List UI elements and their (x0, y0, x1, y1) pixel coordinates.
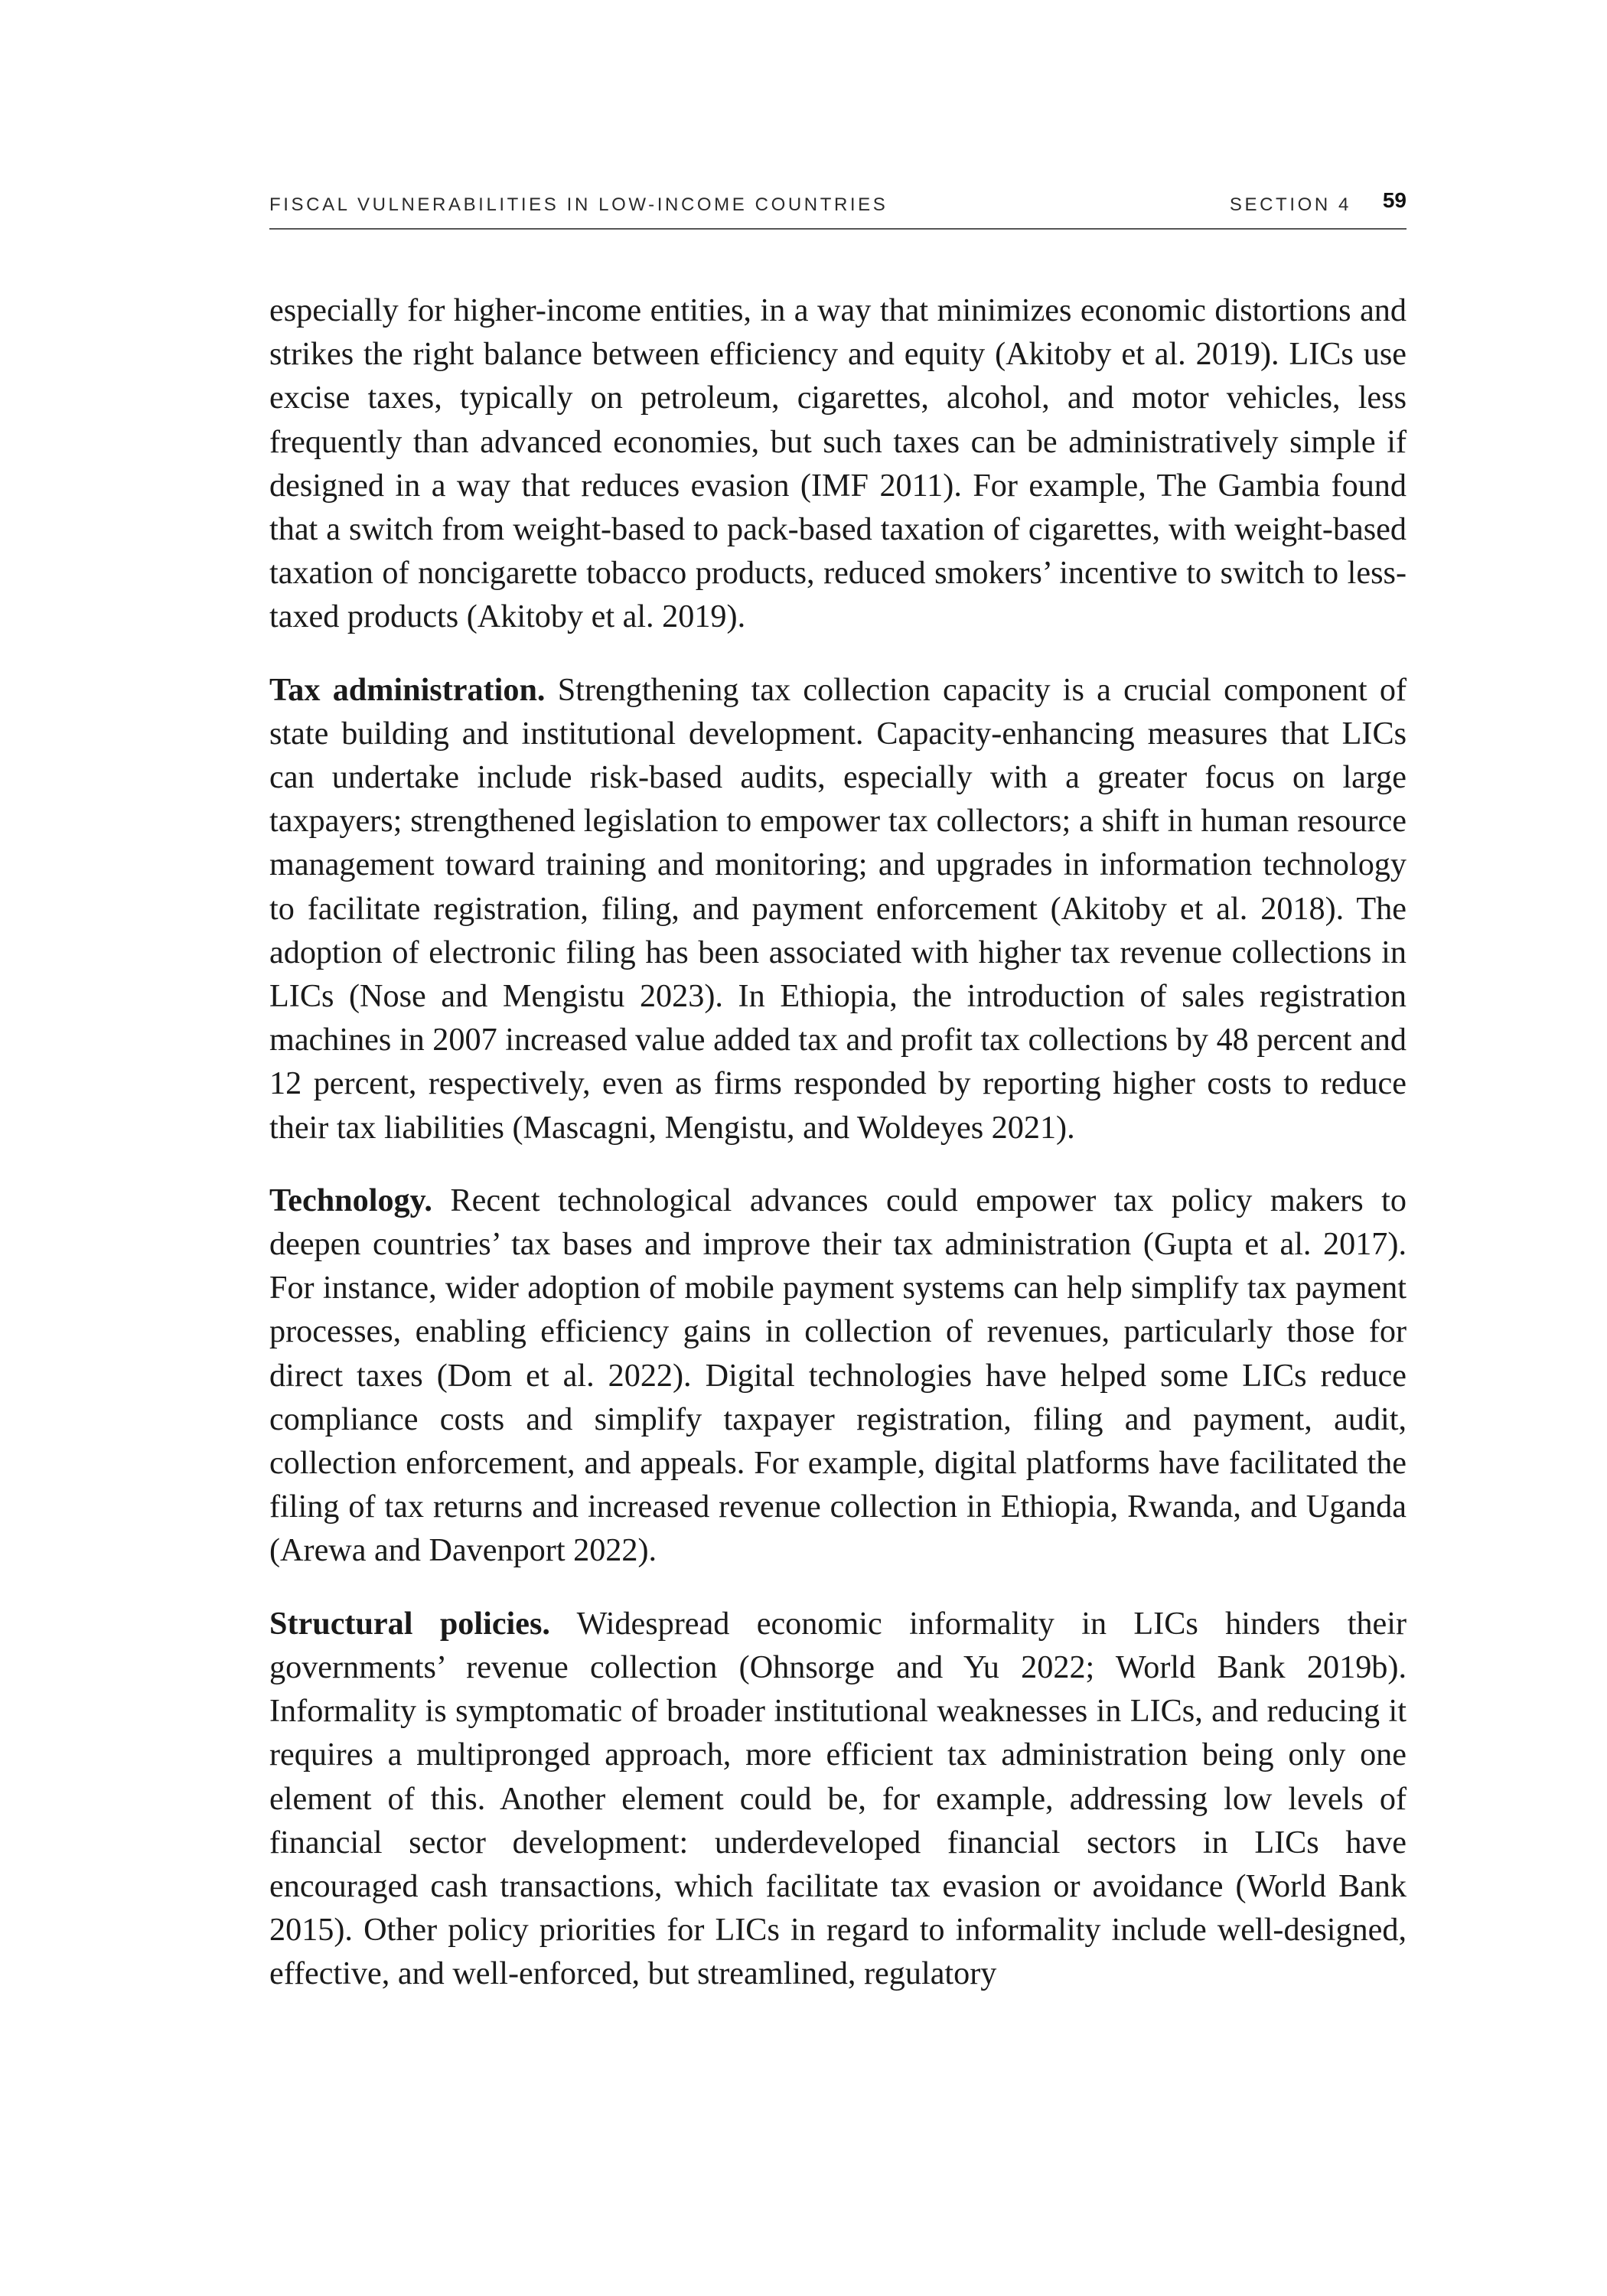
paragraph-text: Recent technological advances could empower tax policy makers to deepen countries’ tax bases and improve their tax administration (Gupta et al. 2017). For instance, wider adoption of mobile payment systems can help simplify tax payment processes, enabling efficiency gains in collection of revenues, particularly those for direct taxes (Dom et al. 2022). Digital technologies have helped some LICs reduce compliance costs and simplify taxpayer registration, filing and payment, audit, collection enforcement, and appeals. For example, digital platforms have facilitated the filing of tax returns and increased revenue collection in Ethiopia, Rwanda, and Uganda (Arewa and Davenport 2022). (269, 1182, 1407, 1569)
paragraph-technology (269, 1179, 1407, 1573)
paragraph-tax-administration (269, 668, 1407, 1150)
running-head-section: SECTION 4 (1229, 194, 1351, 215)
header-rule (269, 228, 1407, 230)
paragraph-heading: Structural policies. (269, 1605, 550, 1642)
paragraph-continued (269, 289, 1407, 639)
paragraph-text: Strengthening tax collection capacity is a crucial component of state building and institutional development. Capacity-enhancing measures that LICs can undertake include risk-based audits, especially with a greater focus on large taxpayers; strengthened legislation to empower tax collectors; a shift in human resource management toward training and monitoring; and upgrades in information technology to facilitate registration, filing, and payment enforcement (Akitoby et al. 2018). The adoption of electronic filing has been associated with higher tax revenue collections in LICs (Nose and Mengistu 2023). In Ethiopia, the introduction of sales registration machines in 2007 increased value added tax and profit tax collections by 48 percent and 12 percent, respectively, even as firms responded by reporting higher costs to reduce their tax liabilities (Mascagni, Mengistu, and Woldeyes 2021). (269, 671, 1407, 1146)
paragraph-heading: Tax administration. (269, 671, 546, 708)
paragraph-structural-policies (269, 1602, 1407, 1996)
running-head (269, 187, 1407, 217)
paragraph-heading: Technology. (269, 1182, 432, 1218)
paragraph-text: especially for higher-income entities, in a way that minimizes economic distortions and strikes the right balance between efficiency and equity (Akitoby et al. 2019). LICs use excise taxes, typically on petroleum, cigarettes, alcohol, and motor vehicles, less frequently than advanced economies, but such taxes can be administratively simple if designed in a way that reduces evasion (IMF 2011). For example, The Gambia found that a switch from weight-based to pack-based taxation of cigarettes, with weight-based taxation of noncigarette tobacco products, reduced smokers’ incentive to switch to less-taxed products (Akitoby et al. 2019). (269, 292, 1407, 635)
running-head-title: FISCAL VULNERABILITIES IN LOW-INCOME COUNTRIES (269, 194, 888, 215)
paragraph-text: Widespread economic informality in LICs hinders their governments’ revenue collection (Ohnsorge and Yu 2022; World Bank 2019b). Informality is symptomatic of broader institutional weaknesses in LICs, and reducing it requires a multipronged approach, more efficient tax administration being only one element of this. Another element could be, for example, addressing low levels of financial sector development: underdeveloped financial sectors in LICs have encouraged cash transactions, which facilitate tax evasion or avoidance (World Bank 2015). Other policy priorities for LICs in regard to informality include well-designed, effective, and well-enforced, but streamlined, regulatory (269, 1605, 1407, 1992)
page-number: 59 (1382, 188, 1407, 212)
body-text (269, 289, 1407, 2025)
